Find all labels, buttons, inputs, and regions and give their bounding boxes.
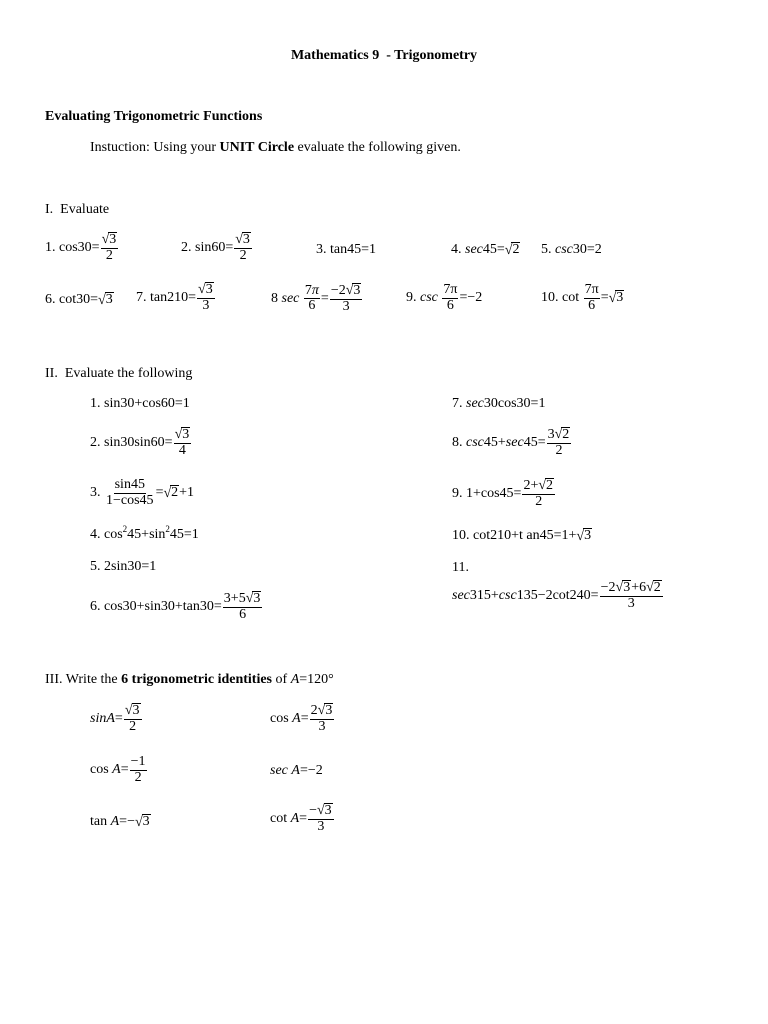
s1-item-8: 8 sec $\frac{7\pi}{6}$ = −2√ 3 3 [271, 282, 361, 314]
item-number: 4. [451, 241, 462, 257]
fn-label: cot [270, 810, 288, 826]
instruction-prefix: Instuction: Using your [90, 140, 220, 155]
fn-label: sec [270, 763, 288, 778]
fraction: √ 3 2 [101, 232, 117, 263]
s2-item-9 [452, 478, 556, 509]
section-heading: Evaluating Trigonometric Functions [45, 109, 263, 124]
item-number: 7. [452, 396, 463, 411]
function-name: csc [555, 242, 573, 257]
expression: 2sin30=1 [104, 559, 157, 574]
item-number: 4. [90, 527, 101, 542]
item-number: 2. [90, 434, 101, 450]
expression: =−2 [459, 290, 483, 306]
fraction: −2√ 3 +6√ 2 3 [600, 580, 661, 611]
heading-prefix: III. Write the [45, 672, 122, 687]
fraction: −√ 3 3 [309, 803, 332, 834]
denominator: 1−cos45 [106, 492, 154, 508]
item-number: 8 [271, 290, 278, 306]
s1-item-10: 10. cot $\frac{7\pi}{6}$ = √ 3 [541, 282, 624, 313]
fraction: 2+√ 2 2 [523, 478, 554, 509]
item-number: 6. [45, 291, 56, 307]
s2-item-3: 3. $\frac{\sin 45}{1-\cos 45}$ = √ 2 +1 [90, 477, 195, 508]
fn-label: cos [90, 762, 109, 778]
instruction-bold: UNIT Circle [219, 140, 295, 155]
heading-bold: 6 trigonometric identities [121, 672, 273, 687]
expression: = [300, 710, 309, 726]
item-number: 5. [541, 242, 552, 257]
s2-item-11: sec 315+ csc 135−2cot240= −2√ 3 +6√ 2 3 [452, 580, 661, 611]
item-number: 3. [90, 485, 101, 501]
fraction: √ 3 3 [198, 282, 213, 313]
variable: A [110, 813, 120, 829]
expression: cos30+sin30+tan30= [104, 598, 222, 614]
item-number: 1. [45, 239, 56, 255]
section3-heading [45, 673, 334, 687]
fraction: √ 3 4 [174, 427, 190, 458]
item-number: 10. [452, 527, 470, 543]
expression: =−2 [299, 763, 323, 778]
item-number: 2. [181, 239, 192, 255]
fraction: 2√ 3 3 [310, 703, 333, 734]
section2-heading: II. Evaluate the following [45, 366, 193, 381]
item-number: 10. [541, 290, 559, 306]
numerator: sin45 [114, 477, 145, 492]
heading-var: A [290, 672, 300, 687]
s1-item-4: 4. sec 45= √ 2 [451, 241, 520, 258]
variable: A [112, 762, 121, 778]
fraction: √ 3 2 [235, 232, 250, 263]
item-number: 9. [406, 290, 417, 306]
identity-tan: tan A =− √ 3 [90, 813, 150, 830]
section1-heading: I. Evaluate [45, 202, 110, 217]
s1-item-9: 9. csc $\frac{7\pi}{6}$ =−2 [406, 282, 483, 313]
variable: A [291, 763, 300, 778]
s2-item-7: 7. sec 30cos30=1 [452, 396, 546, 411]
fraction: 3+5√ 3 6 [223, 591, 261, 622]
variable: A [292, 710, 301, 726]
fraction: $\frac{-1}{2}$ [130, 754, 146, 785]
page-title: Mathematics 9 - Trigonometry [290, 48, 478, 63]
expression: =− [119, 813, 135, 829]
fraction: $\frac{7\pi}{6}$ [584, 282, 599, 313]
fraction: 3√ 2 2 [547, 427, 570, 458]
item-number: 9. [452, 485, 463, 501]
expression: 30=2 [572, 242, 602, 257]
expression: +1 [179, 485, 195, 501]
instruction-text [90, 141, 461, 155]
item-number: 8. [452, 434, 463, 450]
fn-label: cos [270, 710, 289, 726]
item-number: 5. [90, 559, 101, 574]
s2-item-10: 10. cot210+t an45=1+ √ 3 [452, 527, 592, 544]
s1-item-2: 2. sin60= √ 3 2 [181, 232, 250, 263]
s2-item-4: 4. cos 2 45+sin 2 45=1 [90, 523, 199, 542]
expression: 30cos30=1 [483, 396, 546, 411]
identity-cot: cot A = −√ 3 3 [270, 803, 332, 834]
expression: 135−2cot240= [516, 587, 599, 603]
identity-cos-left: cos A = $\frac{-1}{2}$ [90, 754, 146, 785]
expression: 315+ [469, 587, 499, 603]
s1-item-6: 6. cot30= √ 3 [45, 291, 113, 308]
s2-item-11-number: 11. [452, 560, 469, 575]
s2-item-8: 8. csc 45+ sec 45= 3√ 2 2 [452, 427, 570, 458]
fraction: √ 3 2 [124, 703, 140, 734]
expression: cot30= [59, 291, 98, 307]
fraction: $\frac{7\pi}{6}$ [304, 282, 319, 314]
item-number: 7. [136, 289, 147, 305]
heading-of: of [272, 672, 291, 687]
s2-item-5 [90, 560, 156, 574]
s1-item-1: 1. cos30= √ 3 2 [45, 232, 117, 263]
expression: cot210+t an45=1+ [473, 527, 577, 543]
item-number: 6. [90, 598, 101, 614]
expression: 45= [482, 241, 505, 257]
item-number: 3. [316, 242, 327, 257]
s1-item-3 [316, 243, 376, 257]
identity-sin: sinA = √ 3 2 [90, 703, 140, 734]
fn-label: tan [90, 813, 108, 829]
fraction: $\frac{7\pi}{6}$ [443, 282, 458, 313]
expression: sin30sin60= [104, 434, 173, 450]
fraction: −2√ 3 3 [330, 283, 361, 314]
s2-item-2 [90, 427, 192, 458]
expression: tan45=1 [330, 242, 376, 257]
identity-sec [270, 764, 323, 778]
variable: A [290, 810, 300, 826]
function-name: sec [465, 241, 483, 257]
s2-item-1 [90, 397, 190, 411]
variable: A [106, 710, 115, 726]
s1-item-7: 7. tan210= √ 3 3 [136, 282, 213, 313]
heading-value: =120° [299, 672, 334, 687]
fn-label: sin [90, 710, 107, 726]
fraction [105, 478, 155, 508]
instruction-suffix: evaluate the following given. [294, 140, 461, 155]
s2-item-6 [90, 591, 263, 622]
expression: sin30+cos60=1 [104, 396, 190, 411]
item-number: 1. [90, 396, 101, 411]
s1-item-5 [541, 243, 602, 257]
expression: 1+cos45= [466, 485, 522, 501]
identity-cos-right [270, 703, 335, 734]
